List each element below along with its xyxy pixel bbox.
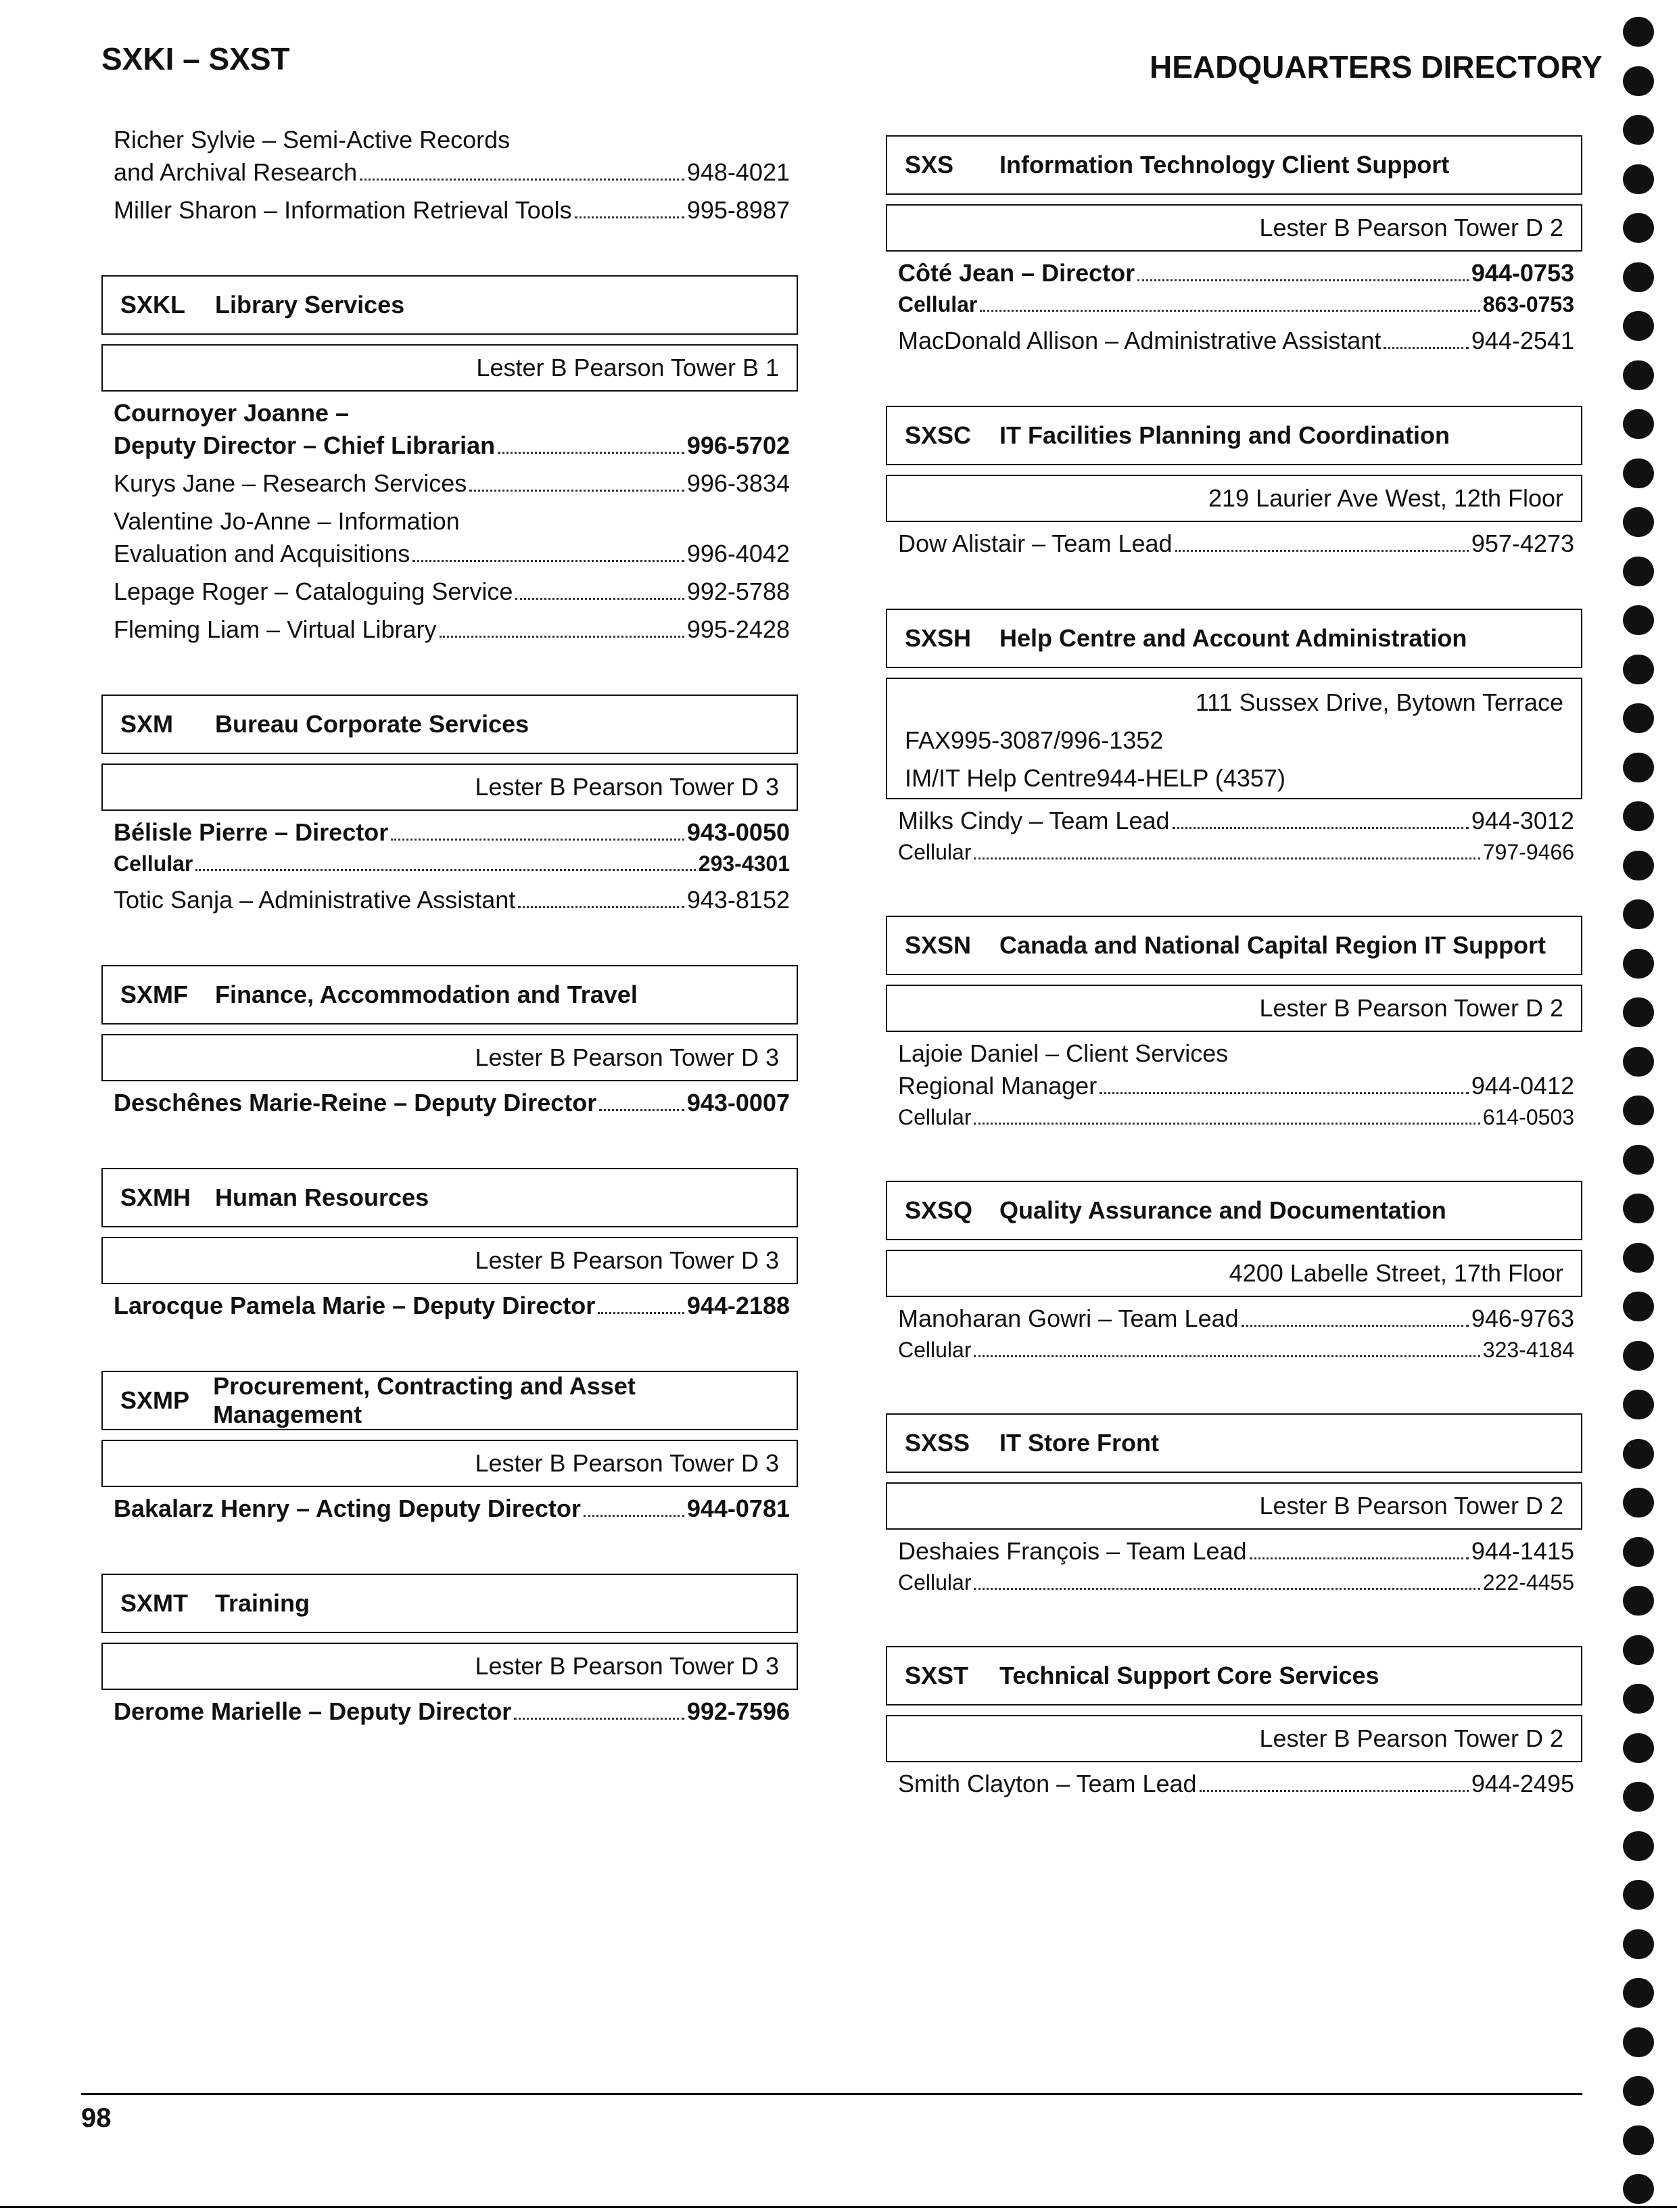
dot-leader (1384, 347, 1469, 349)
section-gap (101, 1525, 798, 1559)
directory-entry (101, 1290, 798, 1322)
binder-hole (1623, 507, 1654, 537)
section-location (886, 1250, 1582, 1297)
binder-hole (1623, 1684, 1654, 1714)
phone-number: 944-3012 (1471, 807, 1574, 834)
cellular-line (898, 1102, 1574, 1132)
binder-hole (1623, 899, 1654, 929)
entry-text: Cournoyer Joanne – (114, 399, 350, 427)
section-location (886, 1715, 1582, 1762)
cellular-label: Cellular (114, 851, 193, 876)
entry-text: Bakalarz Henry – Acting Deputy Director (114, 1495, 581, 1522)
binder-hole (1623, 409, 1654, 439)
phone-number: 948-4021 (686, 158, 790, 186)
phone-number: 995-2428 (686, 615, 790, 643)
binder-hole (1623, 557, 1654, 586)
section-header (101, 1574, 798, 1633)
section-name: Procurement, Contracting and Asset Management (213, 1372, 636, 1428)
directory-entry (101, 1695, 798, 1728)
entry-text: Bélisle Pierre – Director (114, 818, 389, 846)
cellular-line (114, 849, 790, 878)
phone-number: 943-0007 (686, 1089, 790, 1116)
binder-hole (1623, 655, 1654, 684)
dot-leader (584, 1515, 684, 1517)
section-name: Bureau Corporate Services (215, 710, 529, 738)
dot-leader (498, 452, 684, 454)
phone-number: 996-4042 (686, 540, 790, 567)
location-text: Lester B Pearson Tower D 2 (1259, 994, 1563, 1022)
directory-entry (101, 575, 798, 608)
directory-entry (101, 1087, 798, 1119)
dot-leader (469, 490, 684, 492)
location-text: Lester B Pearson Tower D 3 (475, 1652, 779, 1680)
directory-entry (886, 257, 1582, 319)
section-gap (101, 1119, 798, 1153)
directory-entry (101, 124, 798, 189)
binder-hole (1623, 360, 1654, 390)
entry-line (898, 257, 1574, 289)
entry-line (114, 124, 790, 156)
dot-leader (514, 1718, 684, 1720)
section-gap (886, 560, 1582, 594)
dot-leader (412, 560, 684, 562)
entry-line (114, 1290, 790, 1322)
entry-line (898, 1037, 1574, 1070)
section-header (101, 965, 798, 1025)
binder-hole (1623, 262, 1654, 292)
entry-line (114, 538, 790, 570)
section-code: SXSN (905, 931, 972, 959)
section-location (101, 1643, 798, 1690)
section-name: Finance, Accommodation and Travel (215, 981, 638, 1008)
entry-line (114, 429, 790, 462)
entry-line (898, 1768, 1574, 1800)
entry-text: Smith Clayton – Team Lead (898, 1770, 1197, 1797)
binder-hole (1623, 213, 1654, 243)
dot-leader (599, 1109, 684, 1111)
location-text: 111 Sussex Drive, Bytown Terrace (1195, 688, 1563, 716)
section-location (886, 985, 1582, 1032)
cellular-label: Cellular (898, 840, 972, 864)
entry-line (114, 575, 790, 608)
binder-hole (1623, 1439, 1654, 1469)
directory-entry (101, 884, 798, 916)
cellular-label: Cellular (898, 1570, 972, 1595)
entry-text: Derome Marielle – Deputy Director (114, 1697, 512, 1725)
entry-text: Miller Sharon – Information Retrieval Tools (114, 196, 572, 224)
section-header (101, 275, 798, 335)
phone-number: 944-0781 (686, 1495, 790, 1522)
section-header (886, 135, 1582, 195)
entry-line (114, 1695, 790, 1728)
section-code: SXKL (120, 291, 186, 319)
entry-line (114, 1492, 790, 1525)
dot-leader (1200, 1790, 1469, 1792)
contact-label: FAX (905, 726, 951, 754)
binder-hole (1623, 164, 1654, 194)
cellular-label: Cellular (898, 1105, 972, 1129)
dot-leader (1242, 1325, 1469, 1327)
section-gap (101, 1322, 798, 1356)
cellular-number: 863-0753 (1482, 292, 1574, 316)
section-gap (886, 357, 1582, 391)
binder-hole (1623, 1390, 1654, 1419)
entry-line (114, 156, 790, 189)
directory-entry (886, 805, 1582, 867)
entry-text: Regional Manager (898, 1072, 1097, 1100)
phone-number: 996-3834 (686, 469, 790, 497)
directory-entry (101, 505, 798, 570)
section-name: Canada and National Capital Region IT Support (999, 931, 1546, 959)
dot-leader (440, 636, 684, 638)
entry-line (898, 1535, 1574, 1568)
section-name: Training (215, 1589, 310, 1617)
directory-entry (101, 816, 798, 878)
phone-number: 944-2188 (686, 1292, 790, 1319)
location-text: Lester B Pearson Tower D 2 (1259, 214, 1563, 241)
entry-text: Richer Sylvie – Semi-Active Records (114, 126, 511, 154)
section-header (886, 1181, 1582, 1240)
section-gap (886, 867, 1582, 901)
binder-hole (1623, 1782, 1654, 1812)
cellular-label: Cellular (898, 1338, 972, 1362)
entry-text: and Archival Research (114, 158, 358, 186)
right-column (886, 120, 1582, 1834)
binder-hole (1623, 1145, 1654, 1175)
phone-number: 943-0050 (686, 818, 790, 846)
binder-hole (1623, 311, 1654, 341)
section-gap (886, 1800, 1582, 1834)
section-gap (886, 1597, 1582, 1631)
phone-number: 957-4273 (1471, 530, 1574, 557)
dot-leader (575, 216, 684, 218)
entry-line (898, 1070, 1574, 1102)
entry-line (114, 505, 790, 538)
section-location (886, 1482, 1582, 1530)
section-name: IT Facilities Planning and Coordination (999, 421, 1450, 449)
section-name: Technical Support Core Services (999, 1662, 1379, 1689)
binder-hole (1623, 753, 1654, 782)
binder-hole (1623, 2027, 1654, 2057)
directory-entry (886, 1535, 1582, 1597)
directory-entry (101, 613, 798, 646)
dot-leader (1173, 827, 1469, 829)
entry-line (114, 1087, 790, 1119)
phone-number: 946-9763 (1471, 1304, 1574, 1332)
cellular-line (898, 289, 1574, 319)
phone-number: 992-7596 (686, 1697, 790, 1725)
entry-text: Lepage Roger – Cataloguing Service (114, 578, 513, 605)
dot-leader (515, 598, 684, 600)
section-name: Quality Assurance and Documentation (999, 1196, 1446, 1224)
section-code: SXMH (120, 1183, 191, 1211)
section-gap (101, 646, 798, 680)
entry-text: Kurys Jane – Research Services (114, 469, 467, 497)
section-name: IT Store Front (999, 1429, 1159, 1457)
entry-text: Lajoie Daniel – Client Services (898, 1039, 1229, 1067)
entry-text: Totic Sanja – Administrative Assistant (114, 886, 516, 914)
location-line (905, 688, 1563, 717)
entry-line (898, 1302, 1574, 1335)
phone-number: 944-0412 (1471, 1072, 1574, 1100)
binder-hole (1623, 1341, 1654, 1371)
section-code: SXST (905, 1662, 969, 1689)
section-code: SXM (120, 710, 174, 738)
dot-leader (360, 179, 684, 181)
directory-entry (886, 527, 1582, 560)
section-name: Library Services (215, 291, 405, 319)
phone-number: 944-1415 (1471, 1537, 1574, 1565)
section-location (101, 1440, 798, 1487)
binder-hole (1623, 1096, 1654, 1125)
entry-line (114, 467, 790, 500)
binder-hole (1623, 1733, 1654, 1763)
section-code: SXMT (120, 1589, 189, 1617)
directory-entry (886, 1768, 1582, 1800)
location-text: Lester B Pearson Tower D 3 (475, 1449, 779, 1477)
section-code: SXSS (905, 1429, 970, 1457)
dot-leader (974, 857, 1480, 860)
location-text: 4200 Labelle Street, 17th Floor (1229, 1259, 1563, 1287)
section-name: Human Resources (215, 1183, 429, 1211)
binder-hole (1623, 115, 1654, 145)
location-text: Lester B Pearson Tower D 3 (475, 1043, 779, 1071)
location-text: Lester B Pearson Tower B 1 (476, 354, 779, 381)
binder-hole (1623, 1243, 1654, 1273)
entry-text: Deschênes Marie-Reine – Deputy Director (114, 1089, 597, 1116)
section-header (886, 1413, 1582, 1473)
left-column (101, 118, 798, 1762)
page-bottom-rule (0, 2206, 1677, 2208)
section-header (886, 916, 1582, 975)
section-code: SXSC (905, 421, 972, 449)
binder-hole (1623, 458, 1654, 488)
section-code: SXMF (120, 981, 189, 1008)
dot-leader (195, 869, 695, 871)
entry-line (114, 613, 790, 646)
directory-entry (101, 467, 798, 500)
binder-hole (1623, 1929, 1654, 1959)
section-code: SXMP (120, 1386, 190, 1414)
dot-leader (1100, 1092, 1469, 1094)
cellular-line (898, 1335, 1574, 1365)
entry-line (898, 805, 1574, 837)
location-text: 219 Laurier Ave West, 12th Floor (1208, 484, 1563, 512)
directory-entry (886, 1037, 1582, 1132)
contact-line (905, 726, 1563, 755)
section-header (101, 1371, 798, 1430)
section-header (886, 609, 1582, 668)
entry-text: Deshaies François – Team Lead (898, 1537, 1247, 1565)
section-header (101, 695, 798, 754)
binder-hole (1623, 1586, 1654, 1616)
section-header (886, 406, 1582, 465)
phone-number: 944-2541 (1471, 327, 1574, 354)
binder-hole (1623, 1537, 1654, 1567)
cellular-label: Cellular (898, 292, 978, 316)
entry-line (114, 194, 790, 227)
dot-leader (1175, 550, 1469, 552)
contact-value: 995-3087/996-1352 (951, 726, 1164, 754)
section-gap (101, 916, 798, 950)
footer-rule (81, 2093, 1582, 2095)
binder-hole (1623, 949, 1654, 979)
binder-hole (1623, 17, 1654, 47)
section-name: Information Technology Client Support (999, 151, 1450, 179)
section-code: SXS (905, 151, 954, 179)
binder-hole (1623, 1635, 1654, 1665)
directory-entry (101, 397, 798, 462)
binder-hole (1623, 703, 1654, 733)
directory-entry (101, 1492, 798, 1525)
section-name: Help Centre and Account Administration (999, 624, 1467, 652)
binder-hole (1623, 1831, 1654, 1861)
entry-line (114, 816, 790, 849)
binder-hole (1623, 801, 1654, 831)
dot-leader (1250, 1557, 1469, 1559)
entry-text: Larocque Pamela Marie – Deputy Director (114, 1292, 596, 1319)
binder-hole (1623, 2125, 1654, 2155)
section-gap (886, 1365, 1582, 1398)
binder-hole (1623, 997, 1654, 1027)
binder-hole (1623, 1978, 1654, 2008)
contact-value: 944-HELP (4357) (1096, 764, 1285, 792)
binder-hole (1623, 1292, 1654, 1321)
section-location (886, 475, 1582, 522)
dot-leader (598, 1312, 684, 1314)
entry-text: Valentine Jo-Anne – Information (114, 507, 460, 535)
entry-line (898, 325, 1574, 357)
page-number: 98 (81, 2103, 112, 2133)
binder-hole (1623, 1194, 1654, 1223)
entry-text: Manoharan Gowri – Team Lead (898, 1304, 1239, 1332)
header-right: HEADQUARTERS DIRECTORY (1150, 49, 1603, 85)
contact-line (905, 764, 1563, 793)
section-header (101, 1168, 798, 1227)
entry-line (114, 397, 790, 429)
section-code: SXSQ (905, 1196, 973, 1224)
section-location (886, 678, 1582, 799)
entry-text: Milks Cindy – Team Lead (898, 807, 1170, 834)
entry-text: MacDonald Allison – Administrative Assistant (898, 327, 1381, 354)
cellular-number: 222-4455 (1482, 1570, 1574, 1595)
dot-leader (391, 839, 684, 841)
entry-text: Dow Alistair – Team Lead (898, 530, 1173, 557)
binder-hole (1623, 1047, 1654, 1077)
dot-leader (1137, 279, 1469, 281)
section-location (101, 344, 798, 392)
section-location (101, 1237, 798, 1284)
section-gap (101, 1728, 798, 1762)
section-location (886, 204, 1582, 252)
header-left: SXKI – SXST (101, 41, 290, 76)
phone-number: 943-8152 (686, 886, 790, 914)
location-text: Lester B Pearson Tower D 3 (475, 773, 779, 801)
directory-entry (886, 325, 1582, 357)
cellular-number: 797-9466 (1482, 840, 1574, 864)
directory-entry (886, 1302, 1582, 1365)
dot-leader (974, 1355, 1480, 1357)
entry-text: Fleming Liam – Virtual Library (114, 615, 437, 643)
dot-leader (974, 1123, 1480, 1125)
entry-text: Côté Jean – Director (898, 259, 1135, 287)
cellular-number: 614-0503 (1482, 1105, 1574, 1129)
phone-number: 996-5702 (686, 431, 790, 459)
phone-number: 944-0753 (1471, 259, 1574, 287)
section-gap (886, 1132, 1582, 1166)
location-text: Lester B Pearson Tower D 3 (475, 1246, 779, 1274)
section-gap (101, 227, 798, 260)
entry-line (898, 527, 1574, 560)
section-location (101, 763, 798, 811)
dot-leader (518, 906, 684, 908)
section-code: SXSH (905, 624, 972, 652)
binder-hole (1623, 2076, 1654, 2106)
section-location (101, 1034, 798, 1081)
dot-leader (980, 310, 1480, 312)
entry-line (114, 884, 790, 916)
binder-hole (1623, 851, 1654, 880)
cellular-line (898, 1568, 1574, 1597)
binder-hole (1623, 1488, 1654, 1517)
binder-hole (1623, 605, 1654, 635)
cellular-number: 323-4184 (1482, 1338, 1574, 1362)
entry-text: Evaluation and Acquisitions (114, 540, 410, 567)
binder-hole (1623, 2174, 1654, 2204)
location-text: Lester B Pearson Tower D 2 (1259, 1724, 1563, 1752)
dot-leader (974, 1588, 1480, 1590)
phone-number: 995-8987 (686, 196, 790, 224)
cellular-number: 293-4301 (698, 851, 790, 876)
location-text: Lester B Pearson Tower D 2 (1259, 1492, 1563, 1520)
phone-number: 944-2495 (1471, 1770, 1574, 1797)
entry-text: Deputy Director – Chief Librarian (114, 431, 496, 459)
cellular-line (898, 837, 1574, 867)
binder-hole (1623, 66, 1654, 96)
section-header (886, 1646, 1582, 1705)
binder-hole (1623, 1880, 1654, 1910)
directory-entry (101, 194, 798, 227)
contact-label: IM/IT Help Centre (905, 764, 1097, 792)
phone-number: 992-5788 (686, 578, 790, 605)
